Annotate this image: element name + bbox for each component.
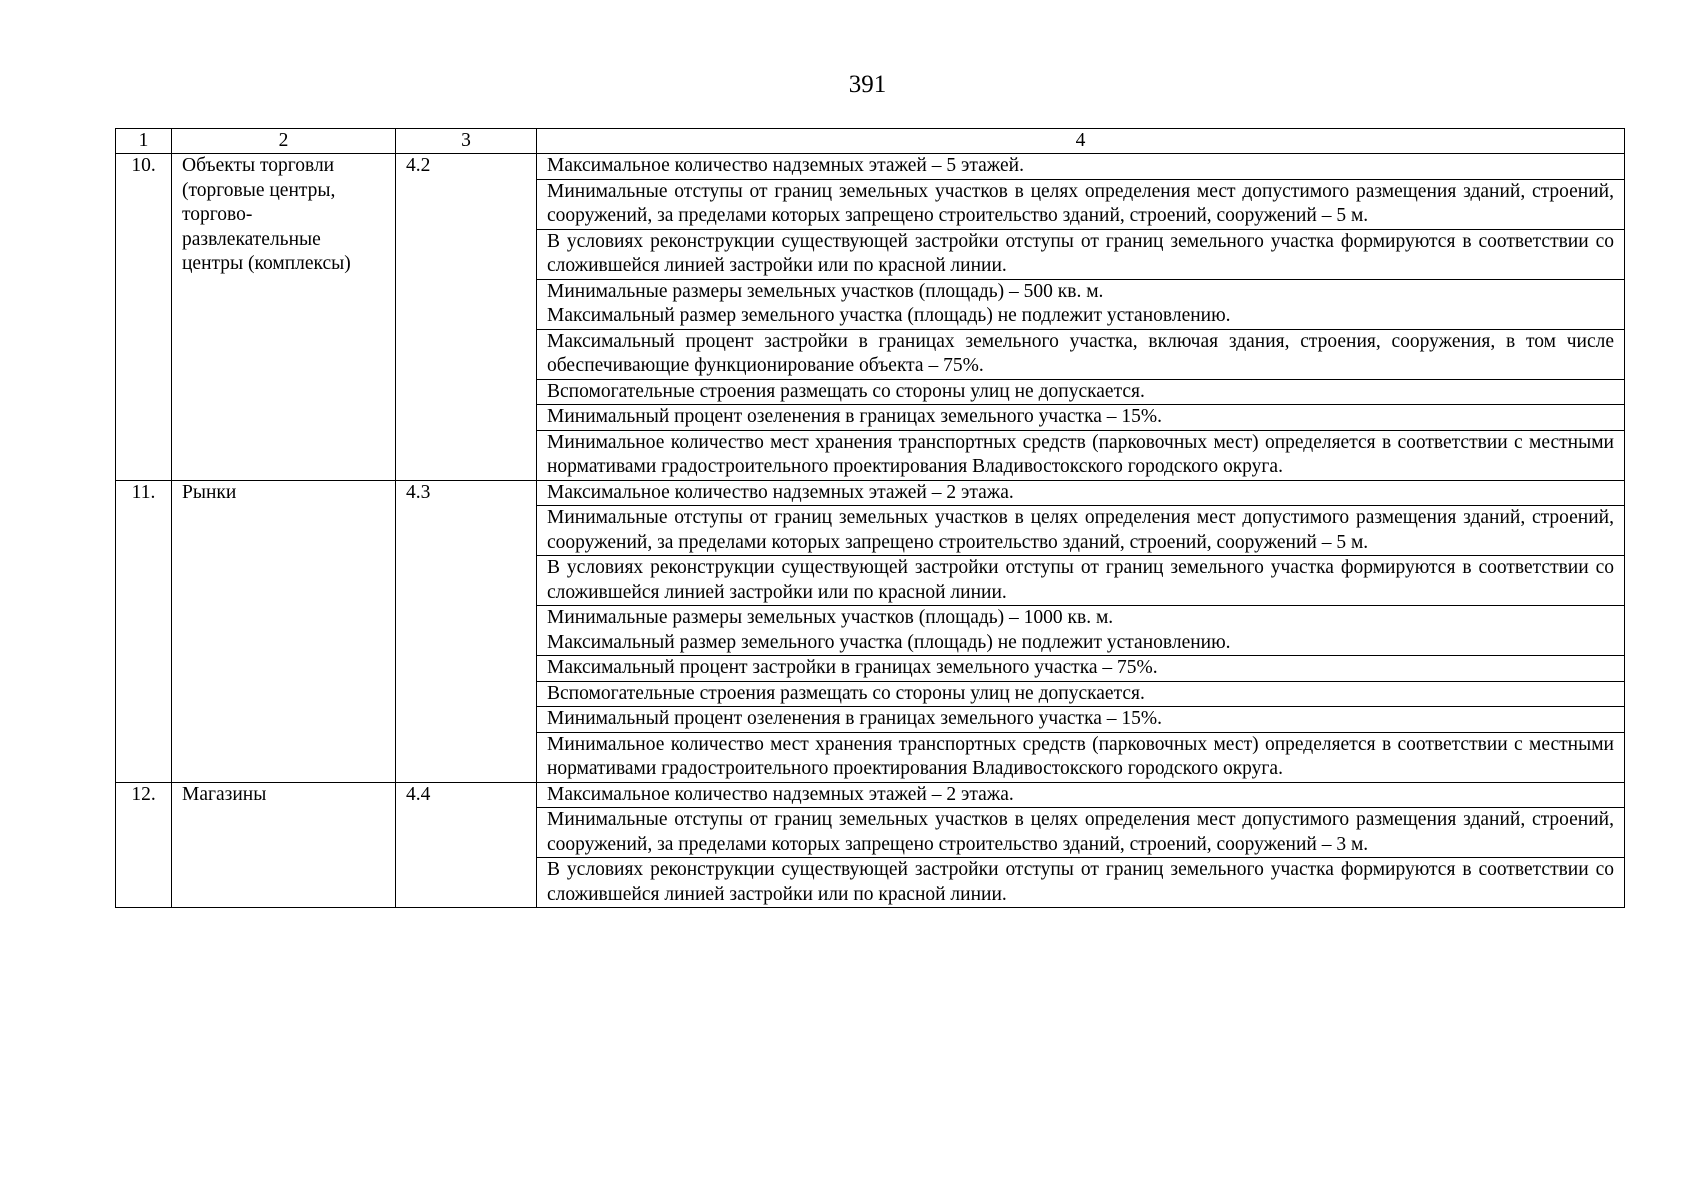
use-type-name-cell: Магазины	[172, 782, 396, 908]
requirement-cell: Минимальные отступы от границ земельных участков в целях определения мест допустимого размещения зданий, строений, сооружений, за пределами которых запрещено строительство зданий, строений, сооружений – 3 м.	[537, 808, 1625, 858]
header-cell: 2	[172, 129, 396, 154]
requirement-cell: В условиях реконструкции существующей застройки отступы от границ земельного участка формируются в соответствии со сложившейся линией застройки или по красной линии.	[537, 556, 1625, 606]
header-cell: 1	[116, 129, 172, 154]
table-row	[116, 154, 1625, 180]
requirement-cell: В условиях реконструкции существующей застройки отступы от границ земельного участка формируются в соответствии со сложившейся линией застройки или по красной линии.	[537, 229, 1625, 279]
row-number-cell: 10.	[116, 154, 172, 481]
table-header-row	[116, 129, 1625, 154]
requirement-cell: Максимальное количество надземных этажей – 2 этажа.	[537, 782, 1625, 808]
table-row	[116, 480, 1625, 506]
requirement-cell: Максимальное количество надземных этажей – 2 этажа.	[537, 480, 1625, 506]
requirement-cell: Максимальный процент застройки в границах земельного участка – 75%.	[537, 656, 1625, 682]
requirement-cell: Минимальный процент озеленения в границах земельного участка – 15%.	[537, 707, 1625, 733]
requirement-cell: Вспомогательные строения размещать со стороны улиц не допускается.	[537, 681, 1625, 707]
table-row	[116, 782, 1625, 808]
requirement-cell: В условиях реконструкции существующей застройки отступы от границ земельного участка формируются в соответствии со сложившейся линией застройки или по красной линии.	[537, 858, 1625, 908]
regulations-table	[115, 128, 1625, 908]
requirement-cell: Минимальные размеры земельных участков (площадь) – 1000 кв. м. Максимальный размер земельного участка (площадь) не подлежит установлению.	[537, 606, 1625, 656]
header-cell: 4	[537, 129, 1625, 154]
requirement-cell: Минимальные отступы от границ земельных участков в целях определения мест допустимого размещения зданий, строений, сооружений, за пределами которых запрещено строительство зданий, строений, сооружений – 5 м.	[537, 506, 1625, 556]
row-number-cell: 11.	[116, 480, 172, 782]
requirement-cell: Минимальные отступы от границ земельных участков в целях определения мест допустимого размещения зданий, строений, сооружений, за пределами которых запрещено строительство зданий, строений, сооружений – 5 м.	[537, 179, 1625, 229]
requirement-cell: Минимальные размеры земельных участков (площадь) – 500 кв. м. Максимальный размер земельного участка (площадь) не подлежит установлению.	[537, 279, 1625, 329]
header-cell: 3	[396, 129, 537, 154]
requirement-cell: Максимальный процент застройки в границах земельного участка, включая здания, строения, сооружения, в том числе обеспечивающие функционирование объекта – 75%.	[537, 329, 1625, 379]
requirement-cell: Вспомогательные строения размещать со стороны улиц не допускается.	[537, 379, 1625, 405]
requirement-cell: Минимальный процент озеленения в границах земельного участка – 15%.	[537, 405, 1625, 431]
use-type-code-cell: 4.4	[396, 782, 537, 908]
requirement-cell: Максимальное количество надземных этажей – 5 этажей.	[537, 154, 1625, 180]
use-type-name-cell: Объекты торговли (торговые центры, торгово-развлекательные центры (комплексы)	[172, 154, 396, 481]
use-type-code-cell: 4.2	[396, 154, 537, 481]
requirement-cell: Минимальное количество мест хранения транспортных средств (парковочных мест) определяется в соответствии с местными нормативами градостроительного проектирования Владивостокского городского округа.	[537, 430, 1625, 480]
requirement-cell: Минимальное количество мест хранения транспортных средств (парковочных мест) определяется в соответствии с местными нормативами градостроительного проектирования Владивостокского городского округа.	[537, 732, 1625, 782]
use-type-code-cell: 4.3	[396, 480, 537, 782]
use-type-name-cell: Рынки	[172, 480, 396, 782]
page-number: 391	[848, 71, 887, 98]
row-number-cell: 12.	[116, 782, 172, 908]
